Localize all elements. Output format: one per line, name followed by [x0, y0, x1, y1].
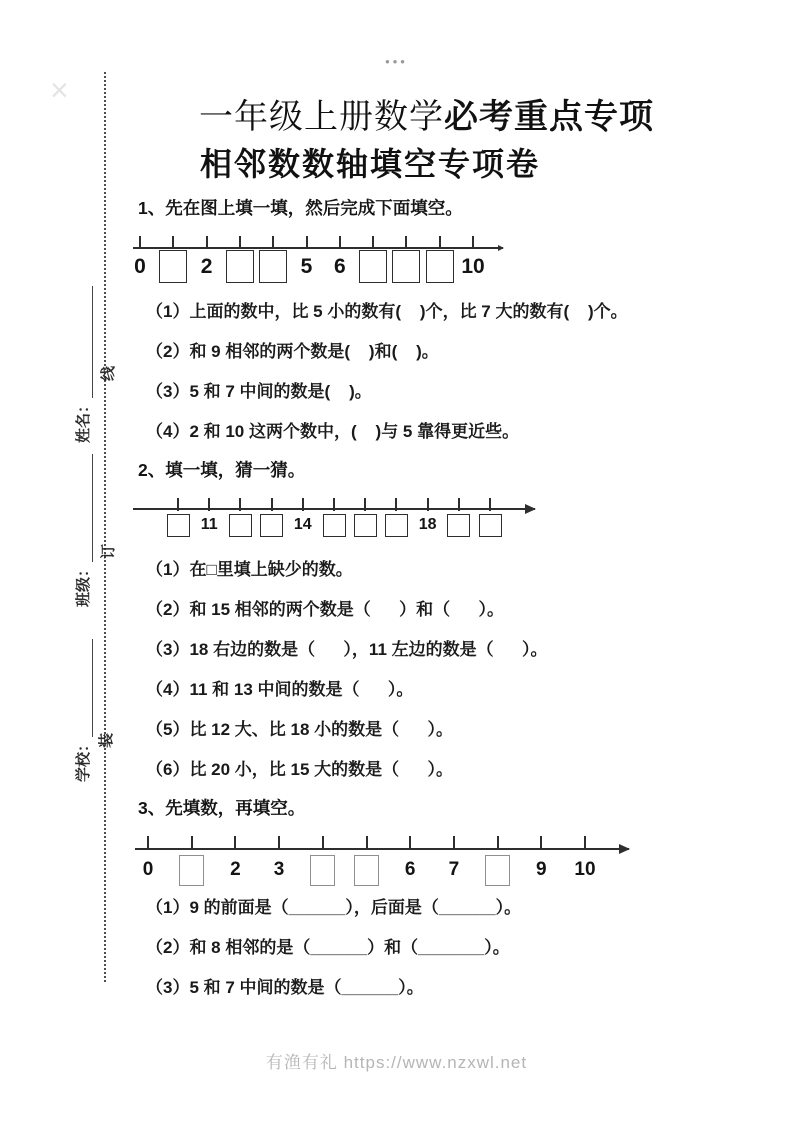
- binding-char-zhuang: 装: [98, 732, 115, 748]
- tick-mark: [364, 498, 366, 511]
- tick-mark: [191, 836, 193, 848]
- number-label: 6: [404, 859, 416, 880]
- question-3-heading: 3、先填数，再填空。: [138, 798, 306, 818]
- tick-mark: [147, 836, 149, 848]
- tick-mark: [208, 498, 210, 511]
- answer-box: [167, 514, 190, 537]
- tick-mark: [234, 836, 236, 848]
- tick-mark: [272, 236, 274, 247]
- question-item: （3）5 和 7 中间的数是（______）。: [146, 978, 424, 997]
- school-field-label: 学校：: [75, 736, 92, 782]
- tick-mark: [472, 236, 474, 247]
- title-segment-normal: 一年级上册数学: [199, 98, 444, 136]
- arrow-right-icon: [525, 504, 536, 514]
- tick-mark: [239, 236, 241, 247]
- tick-mark: [497, 836, 499, 848]
- page-subtitle: 相邻数数轴填空专项卷: [200, 146, 541, 182]
- tick-mark: [489, 498, 491, 511]
- close-icon[interactable]: ×: [50, 72, 69, 108]
- number-line-axis: [133, 247, 503, 249]
- arrow-right-icon: [498, 245, 504, 251]
- number-label: 2: [200, 255, 213, 278]
- tick-mark: [395, 498, 397, 511]
- question-1-heading: 1、先在图上填一填，然后完成下面填空。: [138, 198, 463, 218]
- tick-mark: [427, 498, 429, 511]
- tick-mark: [271, 498, 273, 511]
- answer-box: [260, 514, 283, 537]
- tick-mark: [540, 836, 542, 848]
- number-label: 14: [293, 516, 312, 533]
- number-label: 10: [574, 859, 596, 880]
- answer-box: [354, 514, 377, 537]
- number-label: 3: [273, 859, 285, 880]
- answer-box: [485, 855, 510, 886]
- answer-box: [447, 514, 470, 537]
- question-item: （5）比 12 大、比 18 小的数是（ ）。: [146, 720, 454, 739]
- question-item: （1）上面的数中，比 5 小的数有( )个，比 7 大的数有( )个。: [146, 302, 628, 321]
- question-item: （4）2 和 10 这两个数中，( )与 5 靠得更近些。: [146, 422, 520, 441]
- number-label: 2: [230, 859, 241, 880]
- number-label: 6: [333, 255, 346, 278]
- tick-mark: [439, 236, 441, 247]
- answer-box: [259, 250, 287, 283]
- class-blank-line: [78, 454, 93, 562]
- number-label: 7: [448, 859, 460, 880]
- answer-box: [392, 250, 420, 283]
- tick-mark: [206, 236, 208, 247]
- tick-mark: [458, 498, 460, 511]
- tick-mark: [366, 836, 368, 848]
- question-item: （4）11 和 13 中间的数是（ ）。: [146, 680, 414, 699]
- number-label: 0: [134, 255, 146, 278]
- answer-box: [354, 855, 379, 886]
- tick-mark: [306, 236, 308, 247]
- number-line-3: [135, 833, 629, 891]
- tick-mark: [177, 498, 179, 511]
- question-1-items: [146, 292, 686, 452]
- arrow-right-icon: [619, 844, 630, 854]
- school-blank-line: [78, 639, 93, 737]
- number-label: 10: [461, 255, 485, 278]
- footer-watermark: 有渔有礼 https://www.nzxwl.net: [265, 1053, 528, 1072]
- tick-mark: [409, 836, 411, 848]
- title-segment-bold: 必考重点: [444, 98, 584, 136]
- number-label: 18: [418, 516, 437, 533]
- name-blank-line: [78, 286, 93, 398]
- more-dots-icon: •••: [385, 54, 408, 69]
- answer-box: [179, 855, 204, 886]
- binding-char-xian: 线: [100, 365, 117, 381]
- question-item: （3）18 右边的数是（ ），11 左边的数是（ ）。: [146, 640, 548, 659]
- tick-mark: [172, 236, 174, 247]
- answer-box: [229, 514, 252, 537]
- number-line-2: [133, 494, 535, 546]
- name-field: [72, 286, 93, 443]
- tick-mark: [139, 236, 141, 247]
- answer-box: [226, 250, 254, 283]
- number-line-1: [133, 233, 503, 291]
- question-2-heading: 2、填一填，猜一猜。: [138, 460, 306, 480]
- binding-dotted-line: [104, 72, 106, 982]
- page-title: [199, 98, 654, 136]
- answer-box: [159, 250, 187, 283]
- question-item: （1）在□里填上缺少的数。: [146, 560, 353, 579]
- answer-box: [310, 855, 335, 886]
- name-field-label: 姓名：: [75, 397, 92, 443]
- tick-mark: [372, 236, 374, 247]
- question-item: （3）5 和 7 中间的数是( )。: [146, 382, 372, 401]
- title-segment-tail: 专项: [584, 98, 654, 136]
- answer-box: [385, 514, 408, 537]
- answer-box: [323, 514, 346, 537]
- question-item: （6）比 20 小，比 15 大的数是（ ）。: [146, 760, 454, 779]
- tick-mark: [322, 836, 324, 848]
- number-label: 0: [142, 859, 154, 880]
- tick-mark: [584, 836, 586, 848]
- answer-box: [359, 250, 387, 283]
- tick-mark: [333, 498, 335, 511]
- number-label: 11: [200, 516, 218, 533]
- class-field: [72, 454, 93, 607]
- question-item: （2）和 15 相邻的两个数是（ ）和（ ）。: [146, 600, 504, 619]
- binding-char-ding: 订: [100, 543, 117, 559]
- answer-box: [426, 250, 454, 283]
- question-item: （1）9 的前面是（______），后面是（______）。: [146, 898, 522, 917]
- number-line-axis: [135, 848, 629, 850]
- tick-mark: [339, 236, 341, 247]
- answer-box: [479, 514, 502, 537]
- tick-mark: [278, 836, 280, 848]
- number-label: 9: [536, 859, 547, 880]
- number-label: 5: [300, 255, 313, 278]
- tick-mark: [453, 836, 455, 848]
- question-2-items: [146, 550, 686, 790]
- school-field: [72, 639, 93, 782]
- question-item: （2）和 8 相邻的是（______）和（_______）。: [146, 938, 510, 957]
- class-field-label: 班级：: [75, 561, 92, 607]
- tick-mark: [405, 236, 407, 247]
- tick-mark: [239, 498, 241, 511]
- question-3-items: [146, 888, 686, 1008]
- tick-mark: [302, 498, 304, 511]
- question-item: （2）和 9 相邻的两个数是( )和( )。: [146, 342, 439, 361]
